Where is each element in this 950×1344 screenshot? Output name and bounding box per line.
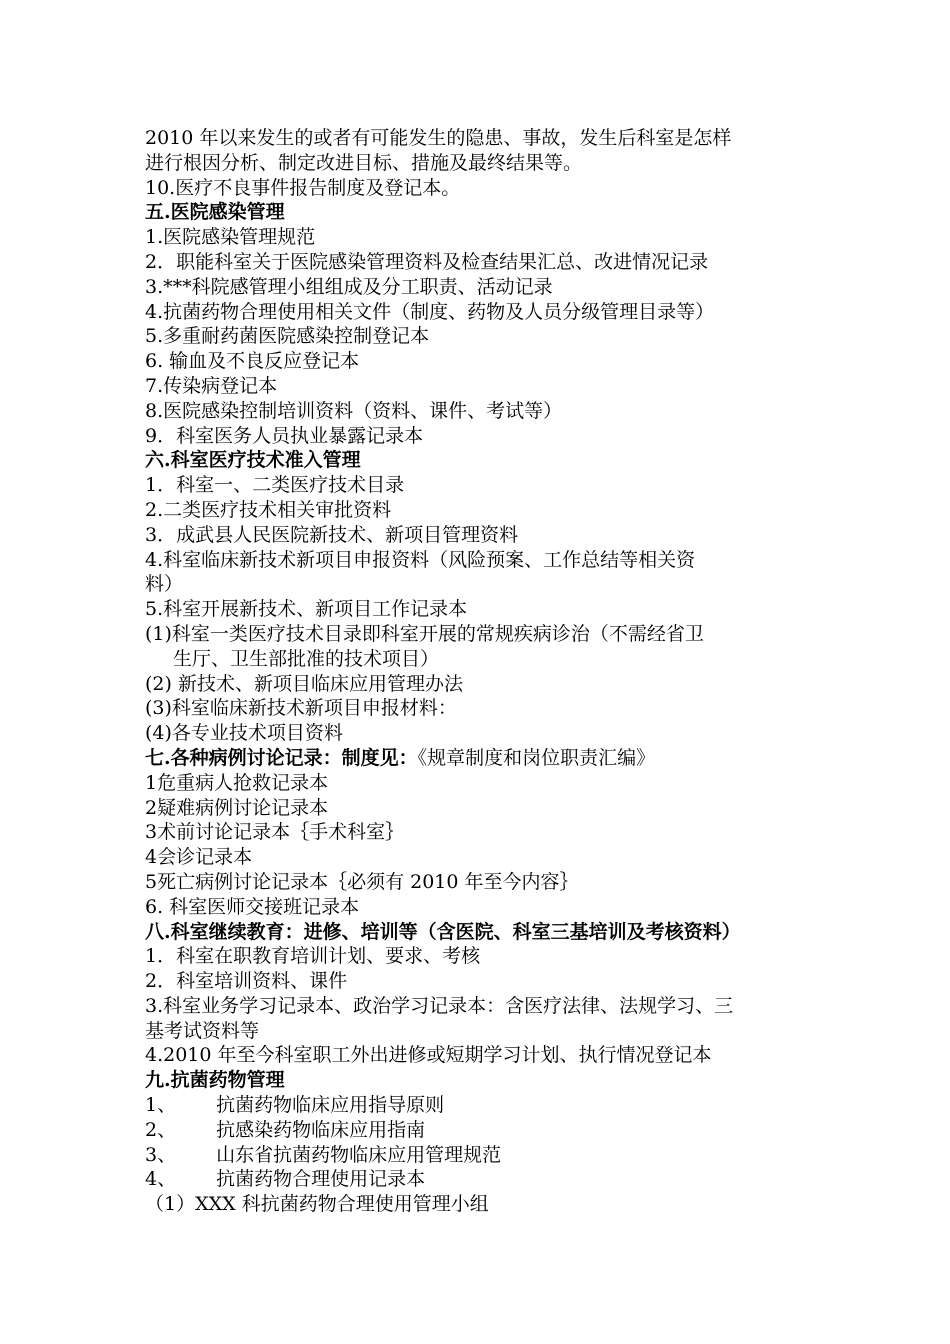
item-text: 山东省抗菌药物临床应用管理规范 [216, 1143, 502, 1166]
list-item: 4.2010 年至今科室职工外出进修或短期学习计划、执行情况登记本 [145, 1044, 712, 1067]
list-item: 3．成武县人民医院新技术、新项目管理资料 [145, 523, 519, 546]
list-item: 生厅、卫生部批准的技术项目） [173, 647, 440, 670]
list-item: 1．科室在职教育培训计划、要求、考核 [145, 945, 481, 968]
list-sub-item: （1）XXX 科抗菌药物合理使用管理小组 [145, 1193, 489, 1216]
list-item: 5.多重耐药菌医院感染控制登记本 [145, 325, 430, 348]
intro-line: 2010 年以来发生的或者有可能发生的隐患、事故，发生后科室是怎样 [145, 127, 732, 149]
section-heading-education: 八.科室继续教育：进修、培训等（含医院、科室三基培训及考核资料） [145, 920, 741, 943]
list-item: 8.医院感染控制培训资料（资料、课件、考试等） [145, 399, 563, 422]
list-item: 2.二类医疗技术相关审批资料 [145, 498, 392, 521]
list-item: (4)各专业技术项目资料 [145, 722, 343, 745]
document-body [145, 126, 815, 1217]
list-item: (3)科室临床新技术新项目申报材料： [145, 697, 457, 720]
list-item: 5死亡病例讨论记录本｛必须有 2010 年至今内容｝ [145, 870, 579, 893]
intro-line: 10.医疗不良事件报告制度及登记本。 [145, 176, 461, 199]
section-heading-case-discussion [145, 746, 815, 771]
list-item: 1．科室一、二类医疗技术目录 [145, 474, 405, 497]
list-item [145, 1143, 815, 1168]
list-item: 3.***科院感管理小组组成及分工职责、活动记录 [145, 275, 553, 298]
list-item: 2．职能科室关于医院感染管理资料及检查结果汇总、改进情况记录 [145, 250, 709, 273]
list-item [145, 1093, 815, 1118]
section-heading-reference: 《规章制度和岗位职责汇编》 [417, 746, 656, 769]
section-heading-antibiotics: 九.抗菌药物管理 [145, 1069, 285, 1092]
intro-line: 进行根因分析、制定改进目标、措施及最终结果等。 [145, 151, 583, 174]
list-item [145, 1167, 815, 1192]
list-item: 4.抗菌药物合理使用相关文件（制度、药物及人员分级管理目录等） [145, 300, 715, 323]
list-item: 9．科室医务人员执业暴露记录本 [145, 424, 424, 447]
section-heading-text: 七.各种病例讨论记录：制度见： [145, 746, 418, 769]
list-item: 4.科室临床新技术新项目申报资料（风险预案、工作总结等相关资 [145, 548, 696, 571]
list-item: 3术前讨论记录本｛手术科室｝ [145, 821, 405, 844]
list-item: 1危重病人抢救记录本 [145, 771, 329, 794]
list-item: 3.科室业务学习记录本、政治学习记录本：含医疗法律、法规学习、三 [145, 994, 734, 1017]
section-heading-tech-access: 六.科室医疗技术准入管理 [145, 449, 361, 472]
list-item: 料） [145, 573, 184, 596]
list-item: 6. 输血及不良反应登记本 [145, 350, 360, 373]
list-item [145, 1118, 815, 1143]
item-text: 抗菌药物合理使用记录本 [216, 1168, 426, 1191]
list-item: 5.科室开展新技术、新项目工作记录本 [145, 598, 468, 621]
list-item: 6. 科室医师交接班记录本 [145, 895, 360, 918]
list-item: (2) 新技术、新项目临床应用管理办法 [145, 672, 463, 695]
item-text: 抗菌药物临床应用指导原则 [216, 1094, 445, 1117]
item-number: 1、 [145, 1094, 177, 1117]
list-item: 2疑难病例讨论记录本 [145, 796, 329, 819]
list-item: (1)科室一类医疗技术目录即科室开展的常规疾病诊治（不需经省卫 [145, 622, 704, 645]
list-item: 1.医院感染管理规范 [145, 226, 316, 249]
list-item: 基考试资料等 [145, 1019, 260, 1042]
section-heading-infection: 五.医院感染管理 [145, 201, 285, 224]
item-text: 抗感染药物临床应用指南 [216, 1118, 426, 1141]
list-item: 2．科室培训资料、课件 [145, 970, 348, 993]
item-number: 4、 [145, 1168, 177, 1191]
list-item: 4会诊记录本 [145, 846, 253, 869]
item-number: 2、 [145, 1118, 177, 1141]
list-item: 7.传染病登记本 [145, 374, 278, 397]
item-number: 3、 [145, 1143, 177, 1166]
